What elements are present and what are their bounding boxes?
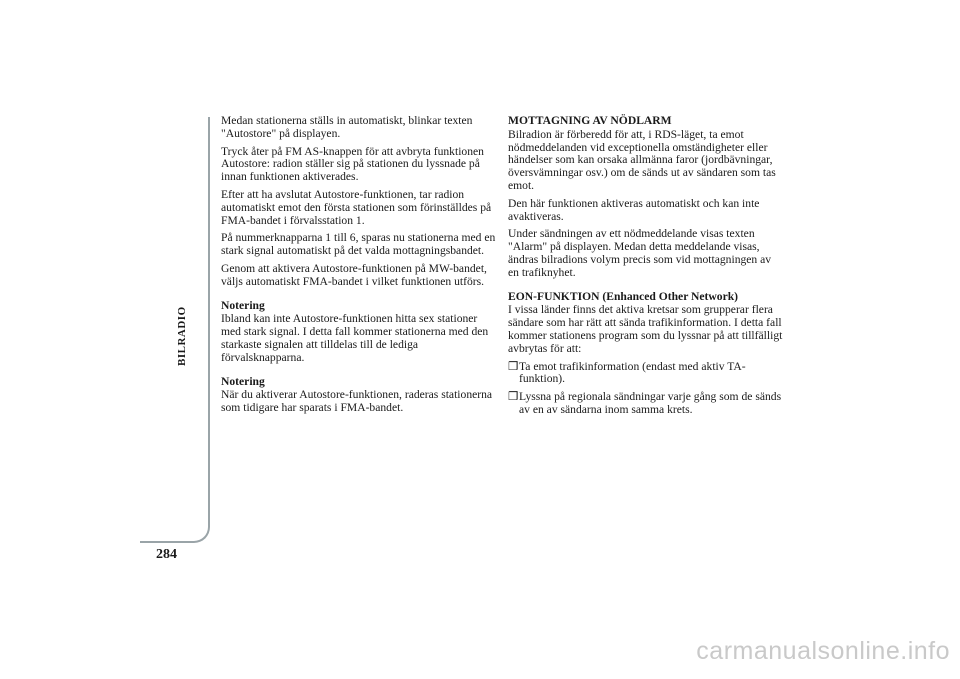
- list-item: [508, 361, 783, 387]
- paragraph: Bilradion är förberedd för att, i RDS-läget, ta emot nödmeddelanden vid exceptionella omständigheter eller händelser som kan orsaka allmänna faror (jordbävningar, översvämningar osv.) om de sänds ut av sändaren som tas emot.: [508, 127, 776, 192]
- right-column: [508, 115, 783, 422]
- section-label: BILRADIO: [176, 306, 188, 366]
- paragraph: Tryck åter på FM AS-knappen för att avbryta funktionen Autostore: radion ställer sig på stationen du lyssnade på innan funktionen aktiverades.: [221, 144, 484, 184]
- alarm-heading: MOTTAGNING AV NÖDLARM: [508, 114, 672, 127]
- page-number: 284: [156, 547, 177, 562]
- note-heading: Notering: [221, 374, 265, 388]
- list-item: [508, 391, 783, 417]
- paragraph: På nummerknapparna 1 till 6, sparas nu stationerna med en stark signal automatiskt på det valda mottagningsbandet.: [221, 231, 496, 258]
- checkbox-bullet-icon: ❒: [508, 359, 519, 373]
- note-text: När du aktiverar Autostore-funktionen, raderas stationerna som tidigare har sparats i FMA-bandet.: [221, 388, 493, 415]
- paragraph: Under sändningen av ett nödmeddelande visas texten "Alarm" på displayen. Medan detta meddelande visas, ändras bilradions volym precis som vid mottagningen av en trafiknyhet.: [508, 227, 772, 279]
- note-heading: Notering: [221, 298, 265, 312]
- checkbox-bullet-icon: ❒: [508, 390, 519, 404]
- paragraph: Genom att aktivera Autostore-funktionen på MW-bandet, väljs automatiskt FMA-bandet i vilket funktionen utförs.: [221, 261, 487, 288]
- paragraph: Medan stationerna ställs in automatiskt, blinkar texten "Autostore" på displayen.: [221, 114, 473, 140]
- eon-heading: EON-FUNKTION (Enhanced Other Network): [508, 289, 739, 303]
- list-item-text: Lyssna på regionala sändningar varje gång som de sänds av en av sändarna inom samma krets.: [519, 390, 782, 416]
- left-column: [221, 115, 496, 420]
- paragraph: Den här funktionen aktiveras automatiskt och kan inte avaktiveras.: [508, 196, 760, 223]
- list-item-text: Ta emot trafikinformation (endast med aktiv TA-funktion).: [519, 359, 746, 386]
- page-margin-rule: [140, 117, 210, 543]
- note-text: Ibland kan inte Autostore-funktionen hitta sex stationer med stark signal. I detta fall kommer stationerna med den starkaste signalen att tilldelas till de lediga förvalsknapparna.: [221, 312, 489, 364]
- paragraph: I vissa länder finns det aktiva kretsar som grupperar flera sändare som har rätt att sända trafikinformation. I detta fall kommer stationens program som du lyssnar på att tillfälligt avbrytas för att:: [508, 303, 783, 355]
- paragraph: Efter att ha avslutat Autostore-funktionen, tar radion automatiskt emot den första stationen som förinställdes på FMA-bandet i förvalsstation 1.: [221, 187, 492, 227]
- watermark: carmanualsonline.info: [696, 637, 950, 665]
